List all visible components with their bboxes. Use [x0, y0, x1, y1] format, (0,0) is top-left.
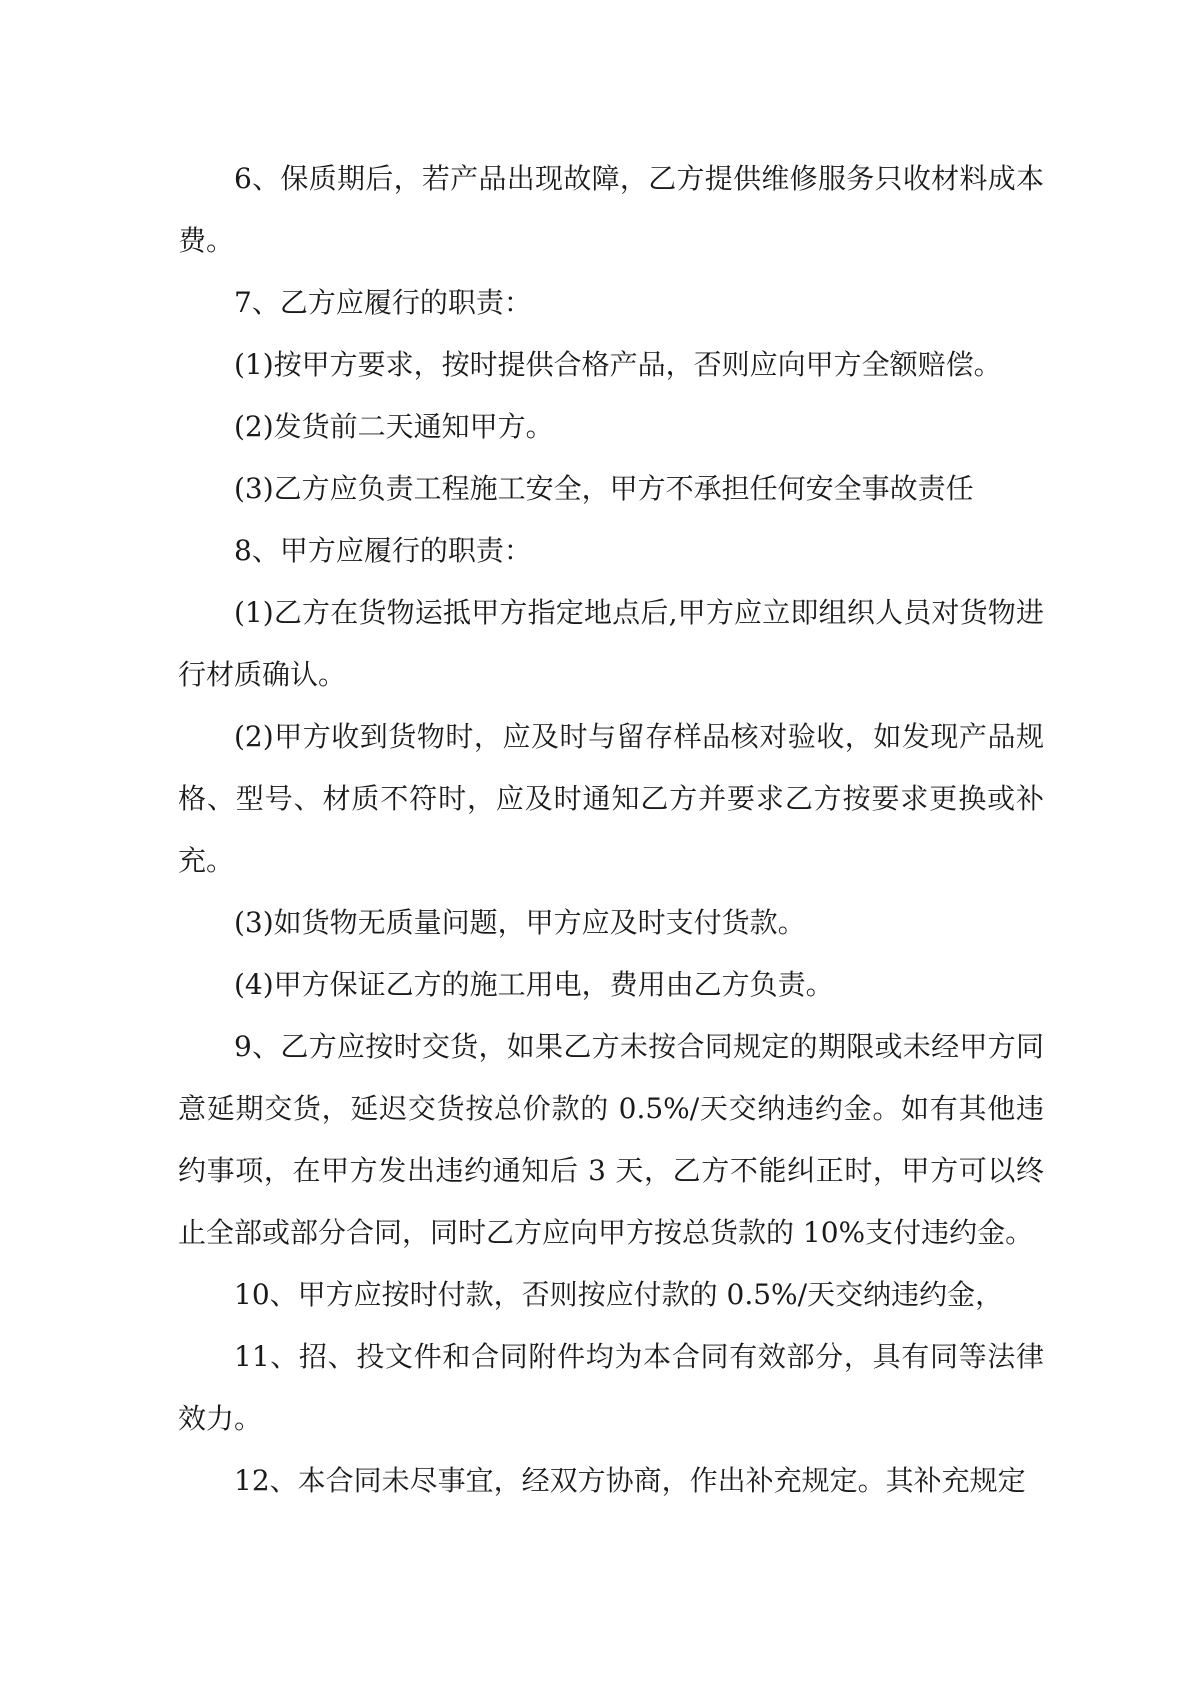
paragraph-clause-7-item-1: (1)按甲方要求，按时提供合格产品，否则应向甲方全额赔偿。 [234, 348, 1002, 381]
paragraph-clause-7-heading: 7、乙方应履行的职责： [234, 286, 532, 319]
paragraph-clause-8-item-4: (4)甲方保证乙方的施工用电，费用由乙方负责。 [234, 968, 834, 1001]
paragraph-clause-9: 9、乙方应按时交货，如果乙方未按合同规定的期限或未经甲方同意延期交货，延迟交货按总价款的 0.5%/天交纳违约金。如有其他违约事项，在甲方发出违约通知后 3 天，乙方不能纠正时，甲方可以终止全部或部分合同，同时乙方应向甲方按总货款的 10%支付违约金。 [178, 1030, 1044, 1249]
paragraph-clause-11: 11、招、投文件和合同附件均为本合同有效部分，具有同等法律效力。 [178, 1340, 1044, 1435]
paragraph-clause-10: 10、甲方应按时付款，否则按应付款的 0.5%/天交纳违约金， [234, 1278, 1004, 1311]
paragraph-clause-8-item-1: (1)乙方在货物运抵甲方指定地点后,甲方应立即组织人员对货物进行材质确认。 [178, 596, 1044, 691]
paragraph-clause-8-item-2: (2)甲方收到货物时，应及时与留存样品核对验收，如发现产品规格、型号、材质不符时，应及时通知乙方并要求乙方按要求更换或补充。 [178, 720, 1044, 877]
paragraph-clause-12: 12、本合同未尽事宜，经双方协商，作出补充规定。其补充规定 [234, 1464, 1026, 1497]
paragraph-clause-7-item-3: (3)乙方应负责工程施工安全，甲方不承担任何安全事故责任 [234, 472, 974, 505]
paragraph-clause-8-item-3: (3)如货物无质量问题，甲方应及时支付货款。 [234, 906, 806, 939]
paragraph-clause-7-item-2: (2)发货前二天通知甲方。 [234, 410, 554, 443]
paragraph-clause-6: 6、保质期后，若产品出现故障，乙方提供维修服务只收材料成本费。 [178, 162, 1044, 257]
document-body [178, 148, 1044, 1512]
paragraph-clause-8-heading: 8、甲方应履行的职责： [234, 534, 532, 567]
